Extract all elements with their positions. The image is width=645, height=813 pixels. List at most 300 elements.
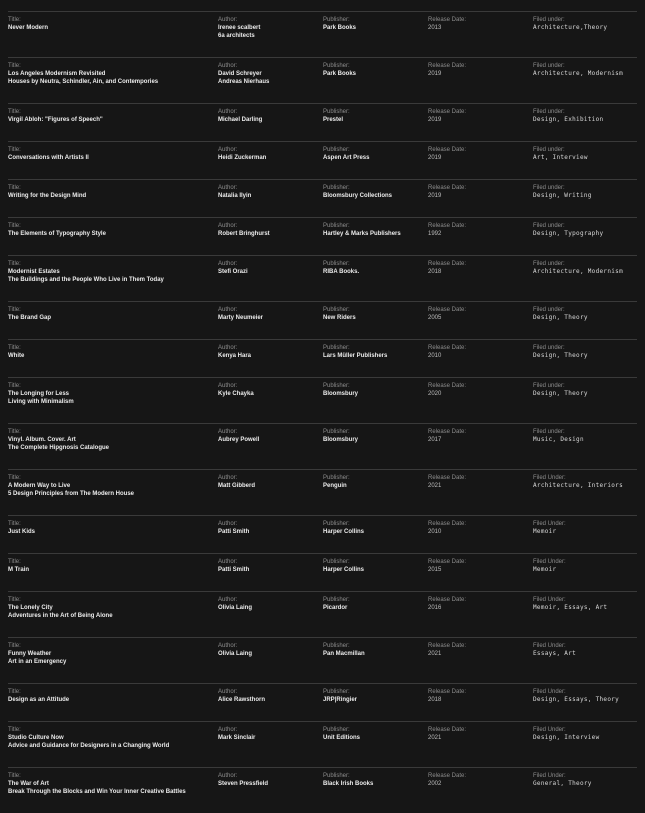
author-value	[218, 604, 323, 612]
filed-under-cell	[533, 520, 637, 553]
author-cell	[218, 688, 323, 721]
author-line: Natalia Ilyin	[218, 193, 252, 199]
title-cell	[8, 688, 218, 721]
author-value	[218, 192, 323, 200]
publisher-label: Publisher:	[323, 147, 350, 153]
release-date-label: Release Date:	[428, 773, 467, 779]
title-cell	[8, 16, 218, 57]
filed-under-cell	[533, 596, 637, 637]
title-value	[8, 314, 218, 322]
release-date-value: 1992	[428, 231, 442, 237]
author-label: Author:	[218, 307, 238, 313]
release-date-cell	[428, 62, 533, 103]
filed-under-cell	[533, 474, 637, 515]
publisher-label: Publisher:	[323, 597, 350, 603]
filed-under-value: Essays, Art	[533, 650, 577, 657]
title-line: Living with Minimalism	[8, 399, 74, 405]
title-line: Adventures in the Art of Being Alone	[8, 613, 113, 619]
filed-under-value: Design, Essays, Theory	[533, 696, 620, 703]
title-line: Studio Culture Now	[8, 735, 64, 741]
filed-under-value: Design, Theory	[533, 352, 588, 359]
title-line: Los Angeles Modernism Revisited	[8, 71, 106, 77]
publisher-cell	[323, 688, 428, 721]
publisher-value: New Riders	[323, 315, 356, 321]
publisher-value: Pan Macmillan	[323, 651, 365, 657]
release-date-label: Release Date:	[428, 345, 467, 351]
release-date-cell	[428, 596, 533, 637]
title-line: The War of Art	[8, 781, 49, 787]
filed-under-label: Filed under:	[533, 383, 565, 389]
release-date-label: Release Date:	[428, 147, 467, 153]
author-cell	[218, 596, 323, 637]
publisher-label: Publisher:	[323, 223, 350, 229]
author-cell	[218, 108, 323, 141]
release-date-label: Release Date:	[428, 429, 467, 435]
author-label: Author:	[218, 727, 238, 733]
title-label: Title:	[8, 475, 21, 481]
publisher-label: Publisher:	[323, 727, 350, 733]
filed-under-label: Filed under:	[533, 307, 565, 313]
author-line: David Schreyer	[218, 71, 262, 77]
author-line: Irenee scalbert	[218, 25, 261, 31]
filed-under-value: Design, Theory	[533, 390, 588, 397]
publisher-cell	[323, 428, 428, 469]
author-line: Stefi Orazi	[218, 269, 248, 275]
title-label: Title:	[8, 521, 21, 527]
author-label: Author:	[218, 185, 238, 191]
title-cell	[8, 474, 218, 515]
filed-under-cell	[533, 642, 637, 683]
release-date-label: Release Date:	[428, 185, 467, 191]
filed-under-label: Filed Under:	[533, 521, 566, 527]
filed-under-value: Design, Writing	[533, 192, 592, 199]
author-line: Patti Smith	[218, 567, 250, 573]
release-date-value: 2019	[428, 71, 442, 77]
release-date-cell	[428, 688, 533, 721]
filed-under-cell	[533, 344, 637, 377]
book-row	[8, 217, 637, 255]
book-row	[8, 141, 637, 179]
title-label: Title:	[8, 261, 21, 267]
author-value	[218, 70, 323, 86]
author-value	[218, 566, 323, 574]
author-cell	[218, 772, 323, 813]
title-line: White	[8, 353, 25, 359]
title-line: Conversations with Artists II	[8, 155, 89, 161]
release-date-value: 2021	[428, 735, 442, 741]
publisher-value: Black Irish Books	[323, 781, 374, 787]
title-cell	[8, 146, 218, 179]
filed-under-label: Filed under:	[533, 17, 565, 23]
release-date-value: 2021	[428, 483, 442, 489]
publisher-value: Bloomsbury	[323, 437, 359, 443]
author-line: Aubrey Powell	[218, 437, 260, 443]
release-date-label: Release Date:	[428, 521, 467, 527]
book-row	[8, 515, 637, 553]
book-row	[8, 721, 637, 767]
publisher-value: Harper Collins	[323, 567, 365, 573]
filed-under-value: Memoir	[533, 528, 557, 535]
book-list	[8, 0, 637, 813]
publisher-value: Lars Müller Publishers	[323, 353, 388, 359]
publisher-value: Prestel	[323, 117, 344, 123]
book-row	[8, 423, 637, 469]
filed-under-label: Filed Under:	[533, 475, 566, 481]
author-label: Author:	[218, 597, 238, 603]
publisher-value: Aspen Art Press	[323, 155, 370, 161]
filed-under-label: Filed under:	[533, 185, 565, 191]
publisher-label: Publisher:	[323, 429, 350, 435]
filed-under-label: Filed under:	[533, 223, 565, 229]
author-line: Kyle Chayka	[218, 391, 254, 397]
title-line: Funny Weather	[8, 651, 52, 657]
book-row	[8, 767, 637, 813]
author-label: Author:	[218, 521, 238, 527]
filed-under-label: Filed under:	[533, 147, 565, 153]
title-value	[8, 696, 218, 704]
publisher-cell	[323, 642, 428, 683]
author-label: Author:	[218, 383, 238, 389]
author-line: Andreas Nierhaus	[218, 79, 270, 85]
title-label: Title:	[8, 109, 21, 115]
title-value	[8, 352, 218, 360]
release-date-cell	[428, 184, 533, 217]
publisher-value: Park Books	[323, 25, 357, 31]
title-value	[8, 268, 218, 284]
author-label: Author:	[218, 109, 238, 115]
title-line: The Longing for Less	[8, 391, 69, 397]
publisher-cell	[323, 62, 428, 103]
publisher-value: Bloomsbury	[323, 391, 359, 397]
release-date-value: 2020	[428, 391, 442, 397]
publisher-cell	[323, 344, 428, 377]
author-value	[218, 352, 323, 360]
release-date-label: Release Date:	[428, 223, 467, 229]
title-label: Title:	[8, 559, 21, 565]
title-cell	[8, 520, 218, 553]
title-label: Title:	[8, 643, 21, 649]
title-label: Title:	[8, 727, 21, 733]
release-date-cell	[428, 222, 533, 255]
title-line: M Train	[8, 567, 30, 573]
filed-under-cell	[533, 16, 637, 57]
author-cell	[218, 382, 323, 423]
release-date-label: Release Date:	[428, 689, 467, 695]
author-value	[218, 528, 323, 536]
release-date-value: 2015	[428, 567, 442, 573]
release-date-value: 2002	[428, 781, 442, 787]
filed-under-value: Design, Interview	[533, 734, 600, 741]
title-value	[8, 154, 218, 162]
title-label: Title:	[8, 307, 21, 313]
title-value	[8, 780, 218, 796]
publisher-label: Publisher:	[323, 383, 350, 389]
author-cell	[218, 474, 323, 515]
author-label: Author:	[218, 223, 238, 229]
release-date-label: Release Date:	[428, 383, 467, 389]
release-date-cell	[428, 520, 533, 553]
author-cell	[218, 344, 323, 377]
author-label: Author:	[218, 475, 238, 481]
filed-under-label: Filed under:	[533, 345, 565, 351]
release-date-cell	[428, 642, 533, 683]
filed-under-cell	[533, 222, 637, 255]
author-cell	[218, 428, 323, 469]
filed-under-value: Design, Exhibition	[533, 116, 604, 123]
author-cell	[218, 558, 323, 591]
author-line: Olivia Laing	[218, 605, 253, 611]
release-date-value: 2005	[428, 315, 442, 321]
title-line: Art in an Emergency	[8, 659, 67, 665]
author-cell	[218, 260, 323, 301]
author-line: Kenya Hara	[218, 353, 252, 359]
book-row	[8, 179, 637, 217]
author-value	[218, 734, 323, 742]
title-label: Title:	[8, 597, 21, 603]
author-cell	[218, 306, 323, 339]
book-row	[8, 469, 637, 515]
publisher-cell	[323, 260, 428, 301]
book-row	[8, 683, 637, 721]
publisher-value: Bloomsbury Collections	[323, 193, 393, 199]
publisher-value: Hartley & Marks Publishers	[323, 231, 401, 237]
title-line: Design as an Attitude	[8, 697, 70, 703]
title-cell	[8, 62, 218, 103]
title-cell	[8, 558, 218, 591]
title-line: 5 Design Principles from The Modern House	[8, 491, 135, 497]
publisher-label: Publisher:	[323, 643, 350, 649]
author-cell	[218, 642, 323, 683]
filed-under-value: Art, Interview	[533, 154, 588, 161]
title-line: Modernist Estates	[8, 269, 60, 275]
title-label: Title:	[8, 345, 21, 351]
title-cell	[8, 344, 218, 377]
filed-under-cell	[533, 558, 637, 591]
filed-under-label: Filed under:	[533, 109, 565, 115]
release-date-cell	[428, 474, 533, 515]
title-value	[8, 734, 218, 750]
book-row	[8, 377, 637, 423]
title-value	[8, 604, 218, 620]
title-value	[8, 70, 218, 86]
title-value	[8, 566, 218, 574]
publisher-cell	[323, 726, 428, 767]
filed-under-cell	[533, 184, 637, 217]
release-date-cell	[428, 382, 533, 423]
author-cell	[218, 146, 323, 179]
title-line: The Brand Gap	[8, 315, 52, 321]
publisher-cell	[323, 382, 428, 423]
title-label: Title:	[8, 383, 21, 389]
title-value	[8, 528, 218, 536]
author-line: Matt Gibberd	[218, 483, 255, 489]
author-value	[218, 696, 323, 704]
filed-under-cell	[533, 62, 637, 103]
book-row	[8, 301, 637, 339]
author-line: Michael Darling	[218, 117, 263, 123]
release-date-value: 2019	[428, 117, 442, 123]
title-cell	[8, 642, 218, 683]
author-value	[218, 116, 323, 124]
release-date-value: 2019	[428, 193, 442, 199]
author-value	[218, 780, 323, 788]
title-line: The Buildings and the People Who Live in Them Today	[8, 277, 164, 283]
filed-under-label: Filed Under:	[533, 727, 566, 733]
title-label: Title:	[8, 147, 21, 153]
publisher-value: Picardor	[323, 605, 348, 611]
publisher-cell	[323, 558, 428, 591]
author-label: Author:	[218, 261, 238, 267]
author-cell	[218, 16, 323, 57]
author-label: Author:	[218, 17, 238, 23]
title-label: Title:	[8, 185, 21, 191]
title-cell	[8, 184, 218, 217]
release-date-cell	[428, 558, 533, 591]
author-line: Heidi Zuckerman	[218, 155, 267, 161]
author-cell	[218, 222, 323, 255]
filed-under-value: Architecture,Theory	[533, 24, 608, 31]
title-value	[8, 24, 218, 32]
book-row	[8, 591, 637, 637]
author-cell	[218, 520, 323, 553]
publisher-label: Publisher:	[323, 559, 350, 565]
title-cell	[8, 596, 218, 637]
filed-under-value: Architecture, Interiors	[533, 482, 623, 489]
title-label: Title:	[8, 17, 21, 23]
author-value	[218, 390, 323, 398]
author-value	[218, 314, 323, 322]
title-label: Title:	[8, 63, 21, 69]
title-cell	[8, 260, 218, 301]
release-date-cell	[428, 306, 533, 339]
publisher-cell	[323, 146, 428, 179]
title-cell	[8, 772, 218, 813]
author-label: Author:	[218, 345, 238, 351]
publisher-label: Publisher:	[323, 109, 350, 115]
author-line: Steven Pressfield	[218, 781, 269, 787]
release-date-value: 2010	[428, 353, 442, 359]
author-value	[218, 436, 323, 444]
book-row	[8, 255, 637, 301]
title-line: Virgil Abloh: "Figures of Speech"	[8, 117, 103, 123]
author-value	[218, 650, 323, 658]
publisher-value: Harper Collins	[323, 529, 365, 535]
title-cell	[8, 222, 218, 255]
release-date-label: Release Date:	[428, 63, 467, 69]
filed-under-label: Filed Under:	[533, 559, 566, 565]
title-value	[8, 650, 218, 666]
title-label: Title:	[8, 773, 21, 779]
publisher-label: Publisher:	[323, 345, 350, 351]
release-date-value: 2021	[428, 651, 442, 657]
publisher-label: Publisher:	[323, 261, 350, 267]
author-label: Author:	[218, 773, 238, 779]
release-date-cell	[428, 726, 533, 767]
book-row	[8, 103, 637, 141]
release-date-label: Release Date:	[428, 109, 467, 115]
filed-under-label: Filed Under:	[533, 689, 566, 695]
filed-under-cell	[533, 772, 637, 813]
publisher-label: Publisher:	[323, 521, 350, 527]
release-date-cell	[428, 146, 533, 179]
filed-under-cell	[533, 146, 637, 179]
filed-under-value: Memoir	[533, 566, 557, 573]
release-date-label: Release Date:	[428, 597, 467, 603]
publisher-value: Penguin	[323, 483, 347, 489]
title-value	[8, 390, 218, 406]
release-date-label: Release Date:	[428, 559, 467, 565]
author-label: Author:	[218, 689, 238, 695]
filed-under-label: Filed Under:	[533, 773, 566, 779]
release-date-cell	[428, 344, 533, 377]
filed-under-label: Filed under:	[533, 261, 565, 267]
title-value	[8, 230, 218, 238]
author-line: Robert Bringhurst	[218, 231, 270, 237]
filed-under-value: Architecture, Modernism	[533, 268, 623, 275]
publisher-label: Publisher:	[323, 773, 350, 779]
book-row	[8, 57, 637, 103]
title-cell	[8, 428, 218, 469]
publisher-cell	[323, 474, 428, 515]
publisher-cell	[323, 772, 428, 813]
release-date-cell	[428, 772, 533, 813]
title-line: Just Kids	[8, 529, 36, 535]
publisher-cell	[323, 16, 428, 57]
publisher-cell	[323, 184, 428, 217]
filed-under-value: Architecture, Modernism	[533, 70, 623, 77]
filed-under-cell	[533, 688, 637, 721]
release-date-value: 2018	[428, 269, 442, 275]
publisher-label: Publisher:	[323, 185, 350, 191]
publisher-cell	[323, 596, 428, 637]
book-row	[8, 339, 637, 377]
release-date-value: 2018	[428, 697, 442, 703]
release-date-value: 2019	[428, 155, 442, 161]
title-cell	[8, 382, 218, 423]
book-row	[8, 637, 637, 683]
author-value	[218, 154, 323, 162]
author-line: Marty Neumeier	[218, 315, 264, 321]
title-line: Advice and Guidance for Designers in a Changing World	[8, 743, 170, 749]
publisher-label: Publisher:	[323, 63, 350, 69]
filed-under-cell	[533, 382, 637, 423]
release-date-cell	[428, 108, 533, 141]
title-line: Houses by Neutra, Schindler, Ain, and Contempories	[8, 79, 159, 85]
publisher-label: Publisher:	[323, 475, 350, 481]
filed-under-value: General, Theory	[533, 780, 592, 787]
book-row	[8, 11, 637, 57]
title-label: Title:	[8, 223, 21, 229]
author-line: 6a architects	[218, 33, 255, 39]
author-cell	[218, 184, 323, 217]
author-line: Olivia Laing	[218, 651, 253, 657]
publisher-value: RIBA Books.	[323, 269, 360, 275]
release-date-cell	[428, 260, 533, 301]
author-cell	[218, 62, 323, 103]
release-date-label: Release Date:	[428, 261, 467, 267]
publisher-cell	[323, 306, 428, 339]
filed-under-label: Filed Under:	[533, 643, 566, 649]
filed-under-value: Memoir, Essays, Art	[533, 604, 608, 611]
filed-under-value: Design, Typography	[533, 230, 604, 237]
publisher-value: Park Books	[323, 71, 357, 77]
title-value	[8, 192, 218, 200]
author-value	[218, 482, 323, 490]
release-date-label: Release Date:	[428, 727, 467, 733]
title-label: Title:	[8, 689, 21, 695]
title-line: Writing for the Design Mind	[8, 193, 87, 199]
release-date-label: Release Date:	[428, 475, 467, 481]
